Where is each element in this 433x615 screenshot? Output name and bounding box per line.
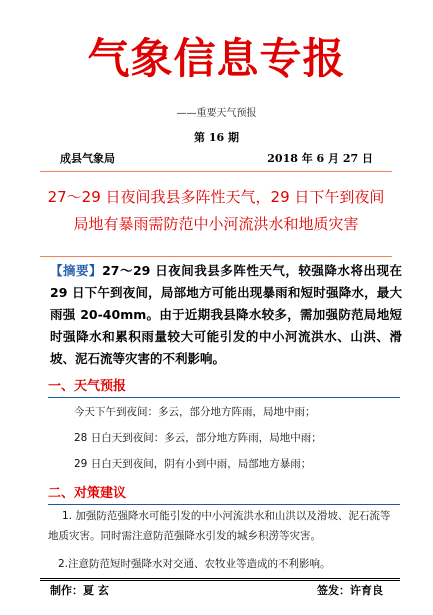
author: 制作：夏 玄 (50, 584, 109, 597)
abstract-paragraph (50, 260, 402, 370)
issue-number: 第 16 期 (194, 131, 239, 144)
headline (40, 184, 392, 238)
headline-line-1: 27～29 日夜间我县多阵性天气，29 日下午到夜间 (47, 188, 385, 206)
section-heading-advice: 二、对策建议 (48, 486, 127, 501)
signer: 签发：许育良 (317, 584, 383, 597)
footer-rule (40, 578, 400, 579)
advice-item: 2.注意防范短时强降水对交通、农牧业等造成的不利影响。 (58, 558, 331, 570)
footer-rule (40, 580, 400, 581)
headline-line-2: 局地有暴雨需防范中小河流洪水和地质灾害 (73, 215, 359, 233)
headline-bottom-rule (40, 256, 392, 257)
bulletin-subtitle: ——重要天气预报 (176, 108, 257, 119)
advice-item: 1. 加强防范强降水可能引发的中小河流洪水和山洪以及滑坡、泥石流等地质灾害。同时需注意防范强降水引发的城乡积涝等灾害。 (48, 510, 391, 542)
masthead-title: 气象信息专报 (87, 34, 346, 83)
headline-top-rule (40, 171, 392, 172)
issue-date: 2018 年 6 月 27 日 (267, 152, 373, 165)
section-divider (48, 397, 400, 398)
forecast-item: 28 日白天到夜间：多云，部分地方阵雨，局地中雨； (74, 432, 322, 444)
abstract-tag: 【摘要】 (50, 263, 103, 278)
forecast-item: 今天下午到夜间：多云，部分地方阵雨，局地中雨； (74, 406, 316, 418)
issuer-name: 成县气象局 (60, 152, 115, 165)
forecast-item: 29 日白天到夜间，阴有小到中雨，局部地方暴雨； (74, 458, 312, 470)
section-divider (48, 504, 400, 505)
abstract-text: 27～29 日夜间我县多阵性天气，较强降水将出现在 29 日下午到夜间，局部地方可能出现暴雨和短时强降水，最大雨强 20-40mm。由于近期我县降水较多，需加强防范局地短时强降水和累积雨量较大可能引发的中小河流洪水、山洪、滑坡、泥石流等灾害的不利影响。 (50, 263, 402, 366)
section-heading-forecast: 一、天气预报 (48, 379, 127, 394)
